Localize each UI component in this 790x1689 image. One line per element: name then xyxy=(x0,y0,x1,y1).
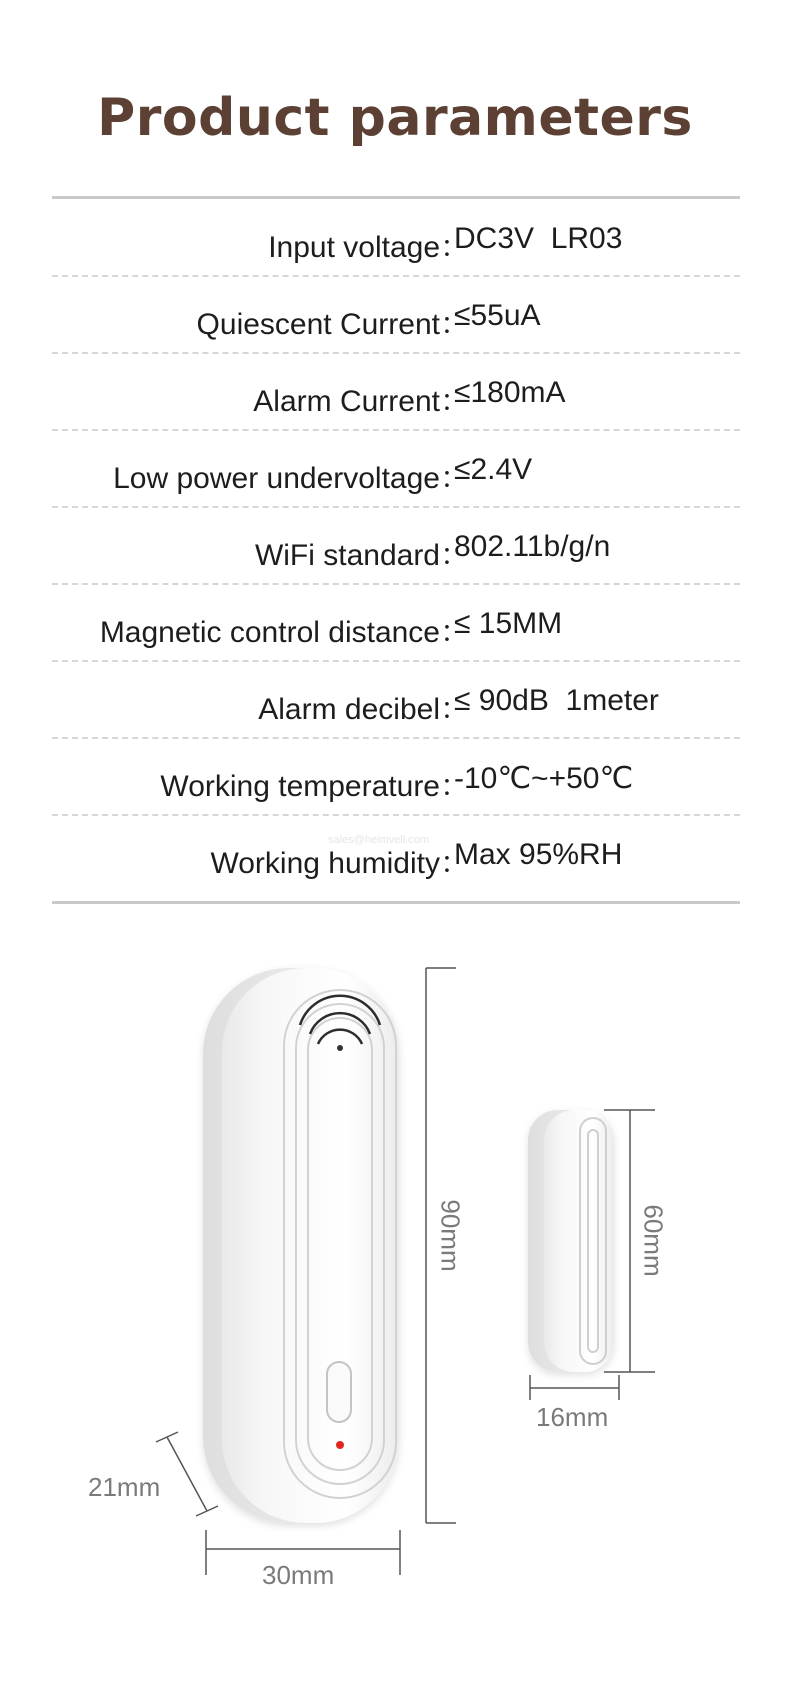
spec-row xyxy=(52,585,740,662)
spec-value: ≤55uA xyxy=(454,299,541,332)
spec-row xyxy=(52,662,740,739)
spec-label: Alarm Current： xyxy=(253,385,470,418)
spec-value: 802.11b/g/n xyxy=(454,530,611,563)
spec-row xyxy=(52,816,740,893)
main-depth-label: 21mm xyxy=(88,1472,161,1502)
table-top-rule xyxy=(52,196,740,199)
spec-value: ≤ 15MM xyxy=(454,607,563,640)
spec-label: Working temperature： xyxy=(160,770,470,803)
main-height-label: 90mm xyxy=(435,1199,466,1272)
sound-hole-icon xyxy=(337,1045,343,1051)
spec-label: Input voltage： xyxy=(268,231,470,264)
magnet xyxy=(528,1110,614,1372)
table-bottom-rule xyxy=(52,901,740,904)
watermark-text: sales@heimvell.com xyxy=(328,834,430,846)
spec-value: ≤180mA xyxy=(454,376,566,409)
spec-row xyxy=(52,354,740,431)
led-indicator-icon xyxy=(336,1441,344,1449)
spec-label: Working humidity： xyxy=(210,847,470,880)
spec-row xyxy=(52,508,740,585)
spec-value: -10℃~+50℃ xyxy=(454,762,634,795)
main-sensor xyxy=(203,968,399,1523)
spec-label: Alarm decibel： xyxy=(258,693,470,726)
spec-row xyxy=(52,431,740,508)
spec-row xyxy=(52,277,740,354)
spec-row xyxy=(52,200,740,277)
spec-row xyxy=(52,739,740,816)
main-width-label: 30mm xyxy=(262,1560,335,1590)
spec-value: ≤ 90dB 1meter xyxy=(454,684,659,717)
magnet-height-label: 60mm xyxy=(638,1204,669,1277)
spec-value: DC3V LR03 xyxy=(454,222,623,255)
spec-label: Quiescent Current： xyxy=(196,308,470,341)
magnet-width-dimension xyxy=(530,1375,619,1400)
spec-value: ≤2.4V xyxy=(454,453,533,486)
page-title: Product parameters xyxy=(97,88,693,148)
spec-label: Magnetic control distance： xyxy=(99,616,470,649)
spec-label: Low power undervoltage： xyxy=(113,462,470,495)
spec-label: WiFi standard： xyxy=(254,539,470,572)
magnet-width-label: 16mm xyxy=(536,1402,609,1432)
button-icon xyxy=(327,1362,351,1422)
spec-value: Max 95%RH xyxy=(454,838,623,871)
product-illustration xyxy=(0,940,790,1660)
